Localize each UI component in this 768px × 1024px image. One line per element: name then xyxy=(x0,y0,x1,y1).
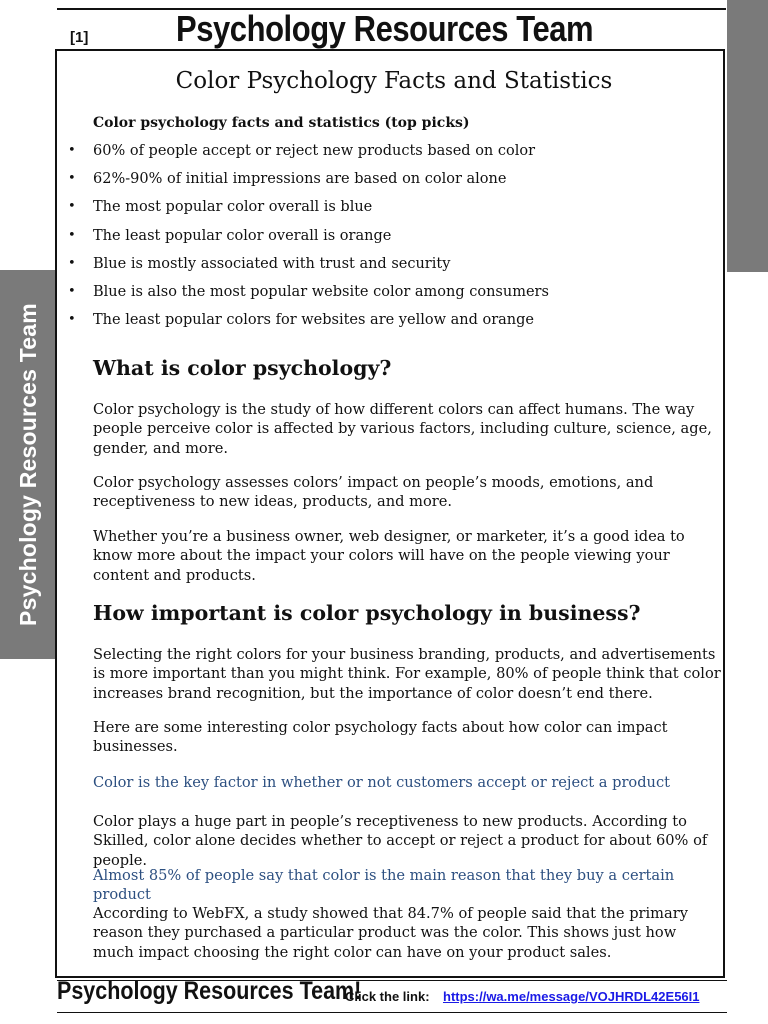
section1-heading: What is color psychology? xyxy=(93,356,392,380)
footer-click-label: Click the link: xyxy=(345,989,430,1004)
section1-paragraph-2: Color psychology assesses colors’ impact on people’s moods, emotions, and receptiveness to new ideas, products, and more. xyxy=(93,474,654,511)
facts-heading: Color psychology facts and statistics (top picks) xyxy=(93,115,470,131)
side-tab-label: Psychology Resources Team xyxy=(14,303,41,626)
footer-link[interactable]: https://wa.me/message/VOJHRDL42E56I1 xyxy=(443,989,700,1004)
section1-paragraph-1: Color psychology is the study of how different colors can affect humans. The way people perceive color is affected by various factors, including culture, science, age, gender, and more. xyxy=(93,401,712,457)
section2-paragraph-3: Color plays a huge part in people’s receptiveness to new products. According to Skilled, color alone decides whether to accept or reject a product for about 60% of people. xyxy=(93,813,708,869)
footer-brand: Psychology Resources Team! xyxy=(57,977,362,1005)
section1-paragraph-3: Whether you’re a business owner, web designer, or marketer, it’s a good idea to know more about the impact your colors will have on the people viewing your content and products. xyxy=(93,528,685,584)
section2-paragraph-1: Selecting the right colors for your business branding, products, and advertisements is more important than you might think. For example, 80% of people think that color increases brand recognition, but the importance of color doesn’t end there. xyxy=(93,646,721,702)
side-tab-label-wrap xyxy=(0,270,56,659)
facts-list xyxy=(93,141,713,338)
article-title: Color Psychology Facts and Statistics xyxy=(175,68,613,94)
right-gray-tab xyxy=(727,0,768,272)
header-title: Psychology Resources Team xyxy=(176,8,594,49)
section2-paragraph-2: Here are some interesting color psychology facts about how color can impact businesses. xyxy=(93,719,668,756)
section2-subhead-2: Almost 85% of people say that color is the main reason that they buy a certain product xyxy=(93,867,675,904)
section2-heading: How important is color psychology in business? xyxy=(93,601,641,625)
list-item: • 62%-90% of initial impressions are based on color alone xyxy=(93,169,713,197)
section2-paragraph-4: According to WebFX, a study showed that 84.7% of people said that the primary reason they purchased a particular product was the color. This shows just how much impact choosing the right color can have on your product sales. xyxy=(93,905,688,961)
list-item: • The least popular color overall is orange xyxy=(93,226,713,254)
list-item: • 60% of people accept or reject new products based on color xyxy=(93,141,713,169)
footer-bottom-rule xyxy=(57,1012,727,1013)
list-item: • The most popular color overall is blue xyxy=(93,197,713,225)
list-item: • Blue is mostly associated with trust and security xyxy=(93,254,713,282)
section2-subhead-1: Color is the key factor in whether or not customers accept or reject a product xyxy=(93,774,670,791)
list-item: • Blue is also the most popular website color among consumers xyxy=(93,282,713,310)
page-number: [1] xyxy=(70,29,89,46)
list-item: • The least popular colors for websites are yellow and orange xyxy=(93,310,713,338)
